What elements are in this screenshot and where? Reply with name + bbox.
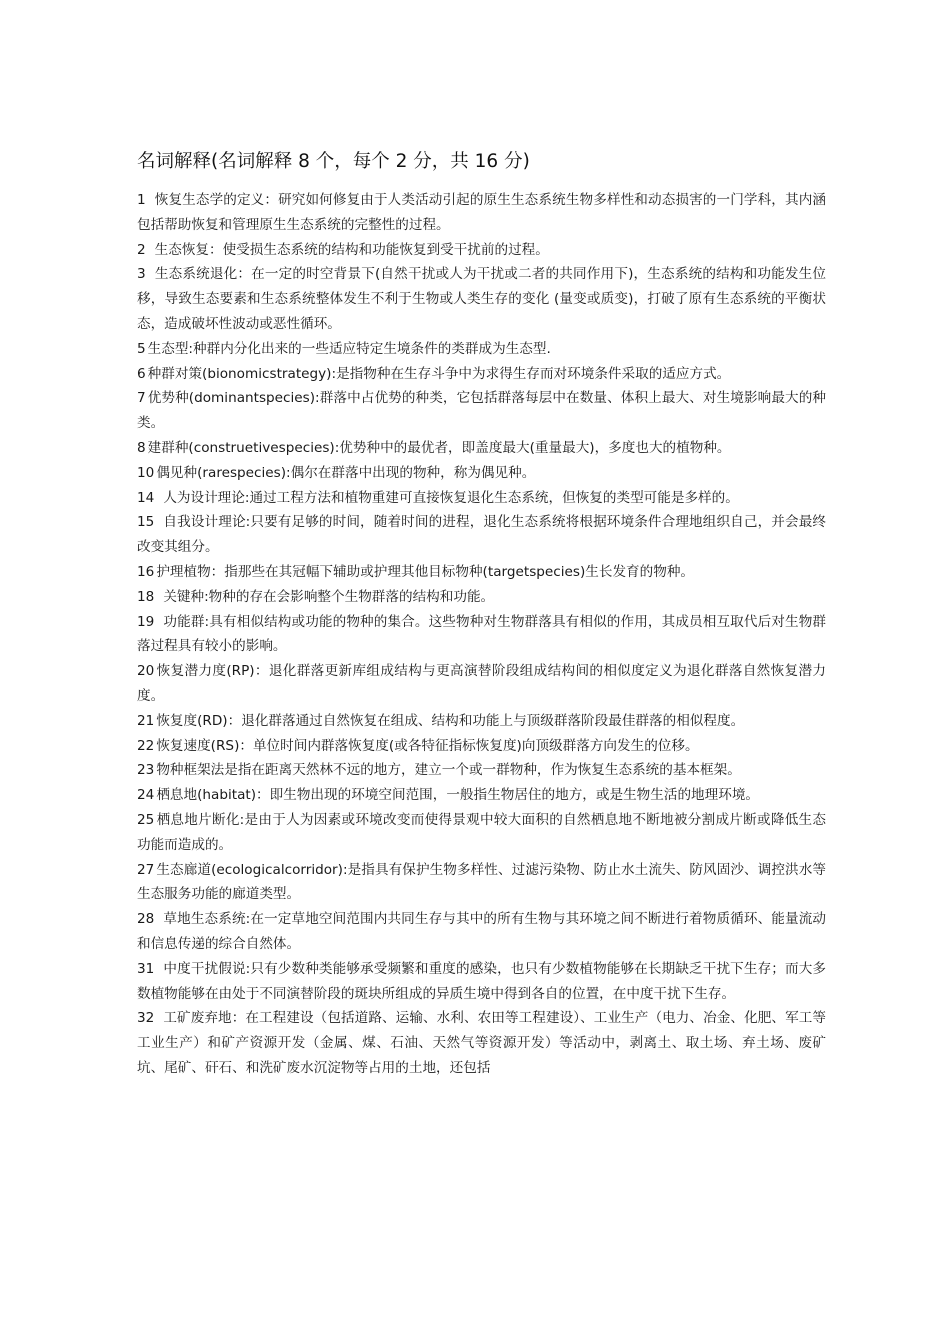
entry-number: 1 [137, 192, 146, 208]
entry-text: 生态廊道(ecologicalcorridor):是指具有保护生物多样性、过滤污染物、防止水土流失、防风固沙、调控洪水等生态服务功能的廊道类型。 [137, 861, 826, 903]
entry-text: 护理植物：指那些在其冠幅下辅助或护理其他目标物种(targetspecies)生长发育的物种。 [156, 563, 695, 580]
entry-number: 5 [137, 340, 146, 357]
term-entry [137, 659, 826, 709]
entry-number: 20 [137, 663, 155, 680]
entry-text: 生态系统退化：在一定的时空背景下(自然干扰或人为干扰或二者的共同作用下)，生态系统的结构和功能发生位移，导致生态要素和生态系统整体发生不利于生物或人类生存的变化 (量变或质变)，打破了原有生态系统的平衡状态，造成破坏性波动或恶性循环。 [137, 266, 826, 332]
term-entry [137, 560, 826, 585]
term-entry [137, 734, 826, 759]
term-entry [137, 486, 826, 511]
entry-text: 恢复度(RD)：退化群落通过自然恢复在组成、结构和功能上与顶级群落阶段最佳群落的相似程度。 [156, 712, 745, 729]
entry-number: 21 [137, 712, 155, 729]
term-entry [137, 957, 826, 1007]
entry-text: 关键种:物种的存在会影响整个生物群落的结构和功能。 [163, 588, 495, 605]
term-entry [137, 510, 826, 560]
term-entry [137, 783, 826, 808]
entry-text: 恢复生态学的定义：研究如何修复由于人类活动引起的原生生态系统生物多样性和动态损害的一门学科，其内涵包括帮助恢复和管理原生生态系统的完整性的过程。 [137, 192, 826, 233]
term-entry [137, 907, 826, 957]
term-entry [137, 362, 826, 387]
term-entry [137, 808, 826, 858]
term-entry [137, 461, 826, 486]
entry-text: 建群种(construetivespecies):优势种中的最优者，即盖度最大(重量最大)，多度也大的植物种。 [147, 439, 731, 456]
term-entry [137, 386, 826, 436]
entry-number: 28 [137, 911, 155, 928]
entry-number: 22 [137, 737, 155, 754]
entry-number: 31 [137, 960, 155, 977]
entry-number: 2 [137, 241, 146, 258]
entry-number: 25 [137, 811, 155, 828]
term-entry [137, 585, 826, 610]
entry-number: 8 [137, 439, 146, 456]
entry-text: 栖息地片断化:是由于人为因素或环境改变而使得景观中较大面积的自然栖息地不断地被分割成片断或降低生态功能而造成的。 [137, 811, 826, 853]
term-entry [137, 858, 826, 908]
term-entry [137, 262, 826, 336]
term-entry [137, 436, 826, 461]
section-heading: 名词解释(名词解释 8 个，每个 2 分，共 16 分) [137, 151, 530, 172]
entry-number: 16 [137, 563, 155, 580]
entry-number: 7 [137, 390, 146, 407]
entry-number: 14 [137, 489, 155, 506]
term-definition-list [137, 188, 826, 1081]
term-entry [137, 337, 826, 362]
entry-text: 栖息地(habitat)：即生物出现的环境空间范围，一般指生物居住的地方，或是生物生活的地理环境。 [156, 787, 760, 804]
entry-number: 10 [137, 464, 155, 481]
entry-number: 24 [137, 787, 155, 804]
entry-text: 偶见种(rarespecies):偶尔在群落中出现的物种，称为偶见种。 [156, 464, 536, 481]
entry-number: 6 [137, 365, 146, 382]
entry-text: 功能群:具有相似结构或功能的物种的集合。这些物种对生物群落具有相似的作用，其成员相互取代后对生物群落过程具有较小的影响。 [137, 613, 826, 655]
entry-text: 种群对策(bionomicstrategy):是指物种在生存斗争中为求得生存而对环境条件采取的适应方式。 [147, 365, 731, 382]
entry-text: 恢复潜力度(RP)：退化群落更新库组成结构与更高演替阶段组成结构间的相似度定义为退化群落自然恢复潜力度。 [137, 663, 826, 704]
entry-text: 生态恢复：使受损生态系统的结构和功能恢复到受干扰前的过程。 [154, 241, 549, 258]
entry-text: 中度干扰假说:只有少数种类能够承受频繁和重度的感染，也只有少数植物能够在长期缺乏干扰下生存；而大多数植物能够在由处于不同演替阶段的斑块所组成的异质生境中得到各自的位置，在中度干扰下生存。 [137, 960, 826, 1002]
entry-number: 18 [137, 588, 155, 605]
entry-text: 生态型:种群内分化出来的一些适应特定生境条件的类群成为生态型. [147, 340, 551, 357]
entry-text: 草地生态系统:在一定草地空间范围内共同生存与其中的所有生物与其环境之间不断进行着物质循环、能量流动和信息传递的综合自然体。 [137, 911, 826, 952]
entry-text: 自我设计理论:只要有足够的时间，随着时间的进程，退化生态系统将根据环境条件合理地组织自己，并会最终改变其组分。 [137, 514, 826, 556]
entry-number: 23 [137, 762, 155, 779]
entry-number: 19 [137, 613, 155, 630]
term-entry [137, 758, 826, 783]
entry-text: 工矿废弃地：在工程建设（包括道路、运输、水利、农田等工程建设）、工业生产（电力、冶金、化肥、军工等工业生产）和矿产资源开发（金属、煤、石油、天然气等资源开发）等活动中，剥离土、取土场、弃土场、废矿坑、尾矿、矸石、和洗矿废水沉淀物等占用的土地，还包括 [137, 1010, 826, 1076]
entry-number: 32 [137, 1010, 155, 1027]
entry-text: 物种框架法是指在距离天然林不远的地方，建立一个或一群物种，作为恢复生态系统的基本框架。 [156, 762, 741, 779]
entry-number: 27 [137, 861, 155, 878]
entry-number: 3 [137, 266, 146, 283]
term-entry [137, 1006, 826, 1080]
term-entry [137, 709, 826, 734]
entry-text: 恢复速度(RS)：单位时间内群落恢复度(或各特征指标恢复度)向顶级群落方向发生的位移。 [156, 737, 699, 754]
term-entry [137, 188, 826, 238]
term-entry [137, 610, 826, 660]
entry-text: 优势种(dominantspecies):群落中占优势的种类，它包括群落每层中在数量、体积上最大、对生境影响最大的种类。 [137, 390, 826, 432]
entry-text: 人为设计理论:通过工程方法和植物重建可直接恢复退化生态系统，但恢复的类型可能是多样的。 [163, 489, 739, 506]
term-entry [137, 238, 826, 263]
entry-number: 15 [137, 514, 155, 531]
